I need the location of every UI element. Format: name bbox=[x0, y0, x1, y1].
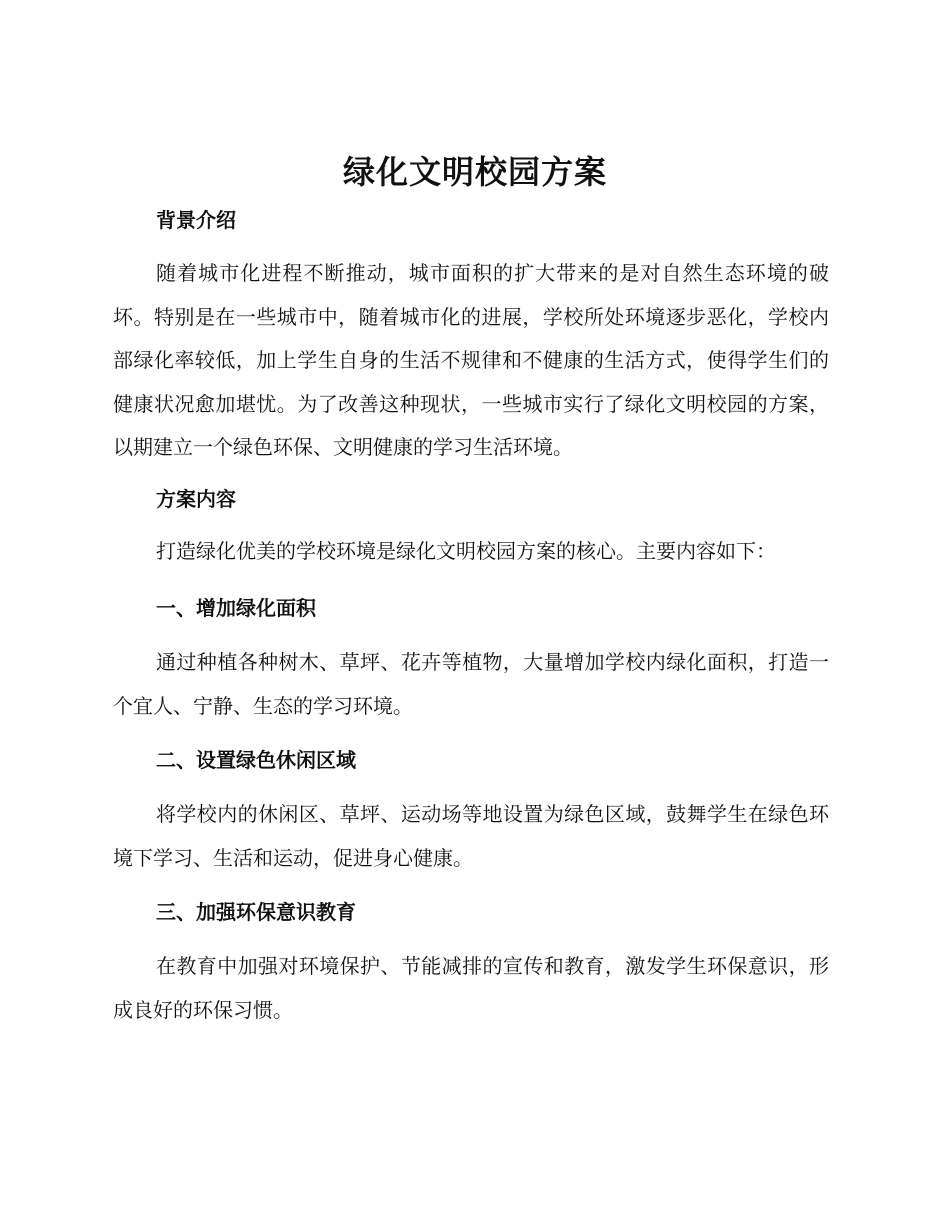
section-heading-increase-green-area: 一、增加绿化面积 bbox=[156, 596, 316, 620]
section-heading-green-leisure-area: 二、设置绿色休闲区域 bbox=[156, 748, 356, 772]
paragraph-green-leisure-area: 将学校内的休闲区、草坪、运动场等地设置为绿色区域，鼓舞学生在绿色环境下学习、生活和运动，促进身心健康。 bbox=[113, 802, 829, 870]
section-heading-plan-content: 方案内容 bbox=[156, 487, 236, 511]
document-title: 绿化文明校园方案 bbox=[342, 153, 607, 191]
section-heading-environmental-education: 三、加强环保意识教育 bbox=[156, 900, 356, 924]
paragraph-environmental-education: 在教育中加强对环境保护、节能减排的宣传和教育，激发学生环保意识，形成良好的环保习惯。 bbox=[113, 954, 829, 1022]
paragraph-background: 随着城市化进程不断推动，城市面积的扩大带来的是对自然生态环境的破坏。特别是在一些城市中，随着城市化的进展，学校所处环境逐步恶化，学校内部绿化率较低，加上学生自身的生活不规律和不健康的生活方式，使得学生们的健康状况愈加堪忧。为了改善这种现状，一些城市实行了绿化文明校园的方案，以期建立一个绿色环保、文明健康的学习生活环境。 bbox=[113, 261, 829, 459]
paragraph-plan-content: 打造绿化优美的学校环境是绿化文明校园方案的核心。主要内容如下： bbox=[156, 539, 776, 563]
section-heading-background: 背景介绍 bbox=[156, 208, 236, 232]
paragraph-increase-green-area: 通过种植各种树木、草坪、花卉等植物，大量增加学校内绿化面积，打造一个宜人、宁静、生态的学习环境。 bbox=[113, 650, 829, 718]
